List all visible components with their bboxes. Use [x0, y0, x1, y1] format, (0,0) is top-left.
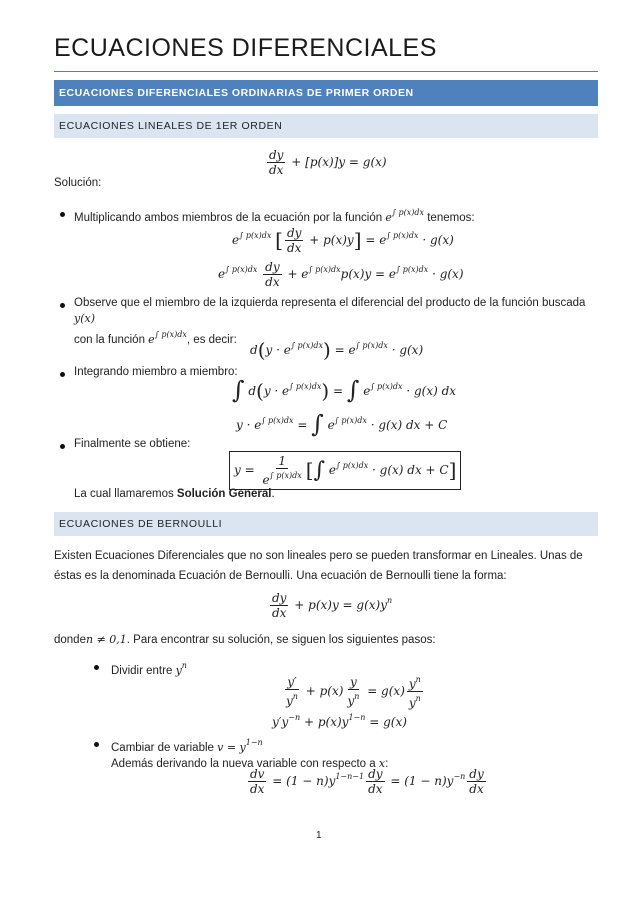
title-rule: [54, 71, 598, 72]
general-solution-text: [74, 487, 275, 502]
bullet-text: Multiplicando ambos miembros de la ecuación por la función $e^{\int p(x)dx}$ tenemos:: [74, 208, 475, 224]
general-text-bold: Solución General: [176, 488, 272, 500]
subsection-heading-linear: ECUACIONES LINEALES DE 1ER ORDEN: [54, 114, 598, 138]
page-title: ECUACIONES DIFERENCIALES: [54, 34, 437, 62]
bullet-marker: [60, 372, 65, 377]
equation: $e^{\int p(x)dx}$ [ $\frac{dy}{dx}$ + $p(x)y] = e^{\int p(x)dx} \cdot g(x)$: [232, 226, 454, 255]
bullet-marker: [60, 303, 65, 308]
equation: $\frac{y'}{y^n}$ + p(x) $\frac{y}{y^n}$ = g(x) $\frac{y^n}{y^n}$: [286, 675, 421, 710]
bullet-text: Finalmente se obtiene:: [74, 438, 191, 450]
bullet-text-part: Multiplicando ambos miembros de la ecuación por la función: [74, 212, 386, 224]
bullet-marker: [60, 212, 65, 217]
section-heading: ECUACIONES DIFERENCIALES ORDINARIAS DE PRIMER ORDEN: [54, 80, 598, 106]
general-text-part: .: [271, 488, 275, 500]
solution-label: Solución:: [54, 177, 102, 189]
general-text-part: La cual llamaremos: [74, 488, 177, 500]
step-text-part: Cambiar de variable: [111, 742, 218, 754]
page-number: 1: [316, 830, 322, 841]
bullet-text-part: con la función: [74, 334, 149, 346]
step-text: Dividir entre $y^n$: [111, 661, 187, 677]
equation-general-solution: y = $\frac{1}{e^{\int p(x)dx}}$ [∫ $e^{\int p(x)dx} \cdot g(x)$ dx + C]: [229, 451, 461, 490]
step-text: Cambiar de variable $v = y^{1-n}$ Además derivando la nueva variable con respecto a x:: [111, 738, 389, 770]
bullet-text-part: , es decir:: [186, 334, 237, 346]
equation: $y \cdot e^{\int p(x)dx}$ = ∫ $e^{\int p(x)dx} \cdot g(x)$ dx + C: [236, 410, 448, 438]
equation: ∫ $d(y \cdot e^{\int p(x)dx})$ = ∫ $e^{\int p(x)dx} \cdot g(x)$ dx: [232, 376, 457, 404]
donde-text-part: donde: [54, 634, 86, 646]
equation: $y'y^{-n} + p(x)y^{1-n} = g(x)$: [272, 713, 407, 729]
equation-linear: $\frac{dy}{dx}$ + [p(x)]y = g(x): [269, 148, 387, 177]
equation: $d(y \cdot e^{\int p(x)dx}) = e^{\int p(x)dx} \cdot g(x)$: [250, 338, 424, 362]
bernoulli-paragraph: Existen Ecuaciones Diferenciales que no son lineales pero se pueden transformar en Lineales. Unas de éstas es la denominada Ecuación de Bernoulli. Una ecuación de Bernoulli tiene la forma:: [54, 550, 583, 582]
equation: $e^{\int p(x)dx}$ $\frac{dy}{dx}$ + $e^{\int p(x)dx}p(x)y = e^{\int p(x)dx} \cdot g(x)$: [218, 260, 464, 289]
step-text-part: Además derivando la nueva variable con respecto a: [111, 758, 379, 770]
subsection-heading-bernoulli: ECUACIONES DE BERNOULLI: [54, 512, 598, 536]
bullet-marker: [94, 665, 99, 670]
donde-text: donden ≠ 0,1. Para encontrar su solución, se siguen los siguientes pasos:: [54, 633, 436, 646]
step-text-part: Dividir entre: [111, 665, 176, 677]
donde-text-part: . Para encontrar su solución, se siguen los siguientes pasos:: [126, 634, 436, 646]
equation-bernoulli: $\frac{dy}{dx}$ + $p(x)y = g(x)y^n$: [272, 591, 393, 620]
bullet-text: Observe que el miembro de la izquierda representa el diferencial del producto de la función buscada y(x) con la función $e^{\int p(x)dx}$, es decir:: [74, 297, 586, 346]
bullet-marker: [60, 444, 65, 449]
bullet-marker: [94, 742, 99, 747]
bullet-text: Integrando miembro a miembro:: [74, 366, 238, 378]
bullet-text-part: Observe que el miembro de la izquierda representa el diferencial del producto de la función buscada: [74, 297, 586, 309]
equation: $\frac{dv}{dx}$ = $(1 - n)y^{1-n-1}$ $\frac{dy}{dx}$ = $(1 - n)y^{-n}$ $\frac{dy}{dx}$: [250, 767, 484, 796]
bullet-text-part: tenemos:: [424, 212, 475, 224]
